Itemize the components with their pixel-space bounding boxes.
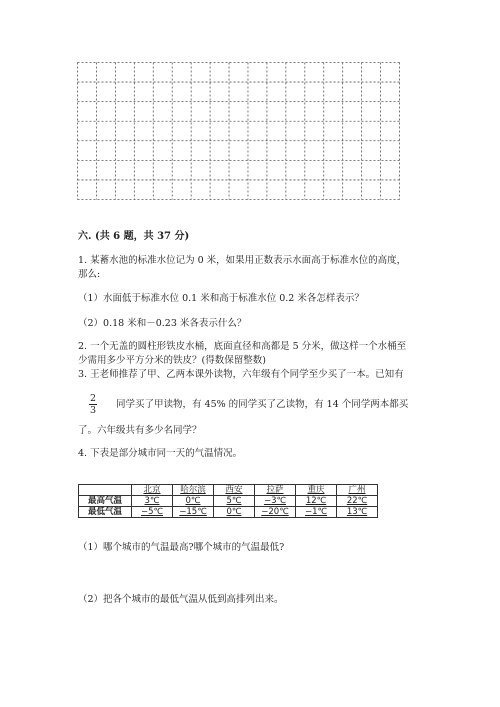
section-heading: 六. (共 6 题，共 37 分) xyxy=(78,231,190,242)
q3-fraction xyxy=(88,393,98,416)
q1-text-line1: 1. 某蓄水池的标准水位记为 0 米，如果用正数表示水面高于标准水位的高度， xyxy=(78,255,407,266)
q1-sub2: （2）0.18 米和－0.23 米各表示什么？ xyxy=(78,318,247,329)
city-header: 哈尔滨 xyxy=(173,485,214,496)
q4-text-line1: 4. 下表是部分城市同一天的气温情况。 xyxy=(78,448,243,459)
table-cell: 13℃ xyxy=(337,507,378,518)
q3-text-line3: 了。六年级共有多少名同学？ xyxy=(78,425,202,436)
q3-text-line1: 3. 王老师推荐了甲、乙两本课外读物，六年级有个同学至少买了一本。已知有 xyxy=(78,369,404,380)
q1-sub1: （1）水面低于标准水位 0.1 米和高于标准水位 0.2 米各怎样表示？ xyxy=(78,293,364,304)
table-cell: 3℃ xyxy=(132,496,173,507)
city-header: 拉萨 xyxy=(255,485,296,496)
q2-text-line1: 2. 一个无盖的圆柱形铁皮水桶，底面直径和高都是 5 分米，做这样一个水桶至 xyxy=(78,341,407,352)
table-cell: −20℃ xyxy=(255,507,296,518)
fraction-numerator: 2 xyxy=(89,393,97,404)
city-header: 北京 xyxy=(132,485,173,496)
temperature-table xyxy=(78,484,378,518)
q1-text-line2: 那么: xyxy=(78,269,101,280)
row-label: 最高气温 xyxy=(79,496,132,507)
table-cell: −15℃ xyxy=(173,507,214,518)
table-corner-cell xyxy=(79,485,132,496)
q3-text-line2: 同学买了甲读物，有 45% 的同学买了乙读物，有 14 个同学两本都买 xyxy=(116,399,409,410)
table-cell: −5℃ xyxy=(132,507,173,518)
row-label: 最低气温 xyxy=(79,507,132,518)
table-cell: −3℃ xyxy=(255,496,296,507)
table-cell: 0℃ xyxy=(214,507,255,518)
city-header: 广州 xyxy=(337,485,378,496)
table-header-row xyxy=(79,485,378,496)
q2-text-line2: 少需用多少平方分米的铁皮？(得数保留整数) xyxy=(78,355,266,366)
city-header: 重庆 xyxy=(296,485,337,496)
table-row xyxy=(79,507,378,518)
table-row xyxy=(79,496,378,507)
table-cell: 22℃ xyxy=(337,496,378,507)
table-cell: 0℃ xyxy=(173,496,214,507)
grid-lines xyxy=(77,62,400,200)
q4-sub2: （2）把各个城市的最低气温从低到高排列出来。 xyxy=(78,594,284,605)
table-cell: 12℃ xyxy=(296,496,337,507)
answer-grid xyxy=(77,62,400,200)
q4-sub1: （1）哪个城市的气温最高?哪个城市的气温最低? xyxy=(78,542,285,553)
table-cell: 5℃ xyxy=(214,496,255,507)
fraction-denominator: 3 xyxy=(89,405,97,416)
table-cell: −1℃ xyxy=(296,507,337,518)
city-header: 西安 xyxy=(214,485,255,496)
